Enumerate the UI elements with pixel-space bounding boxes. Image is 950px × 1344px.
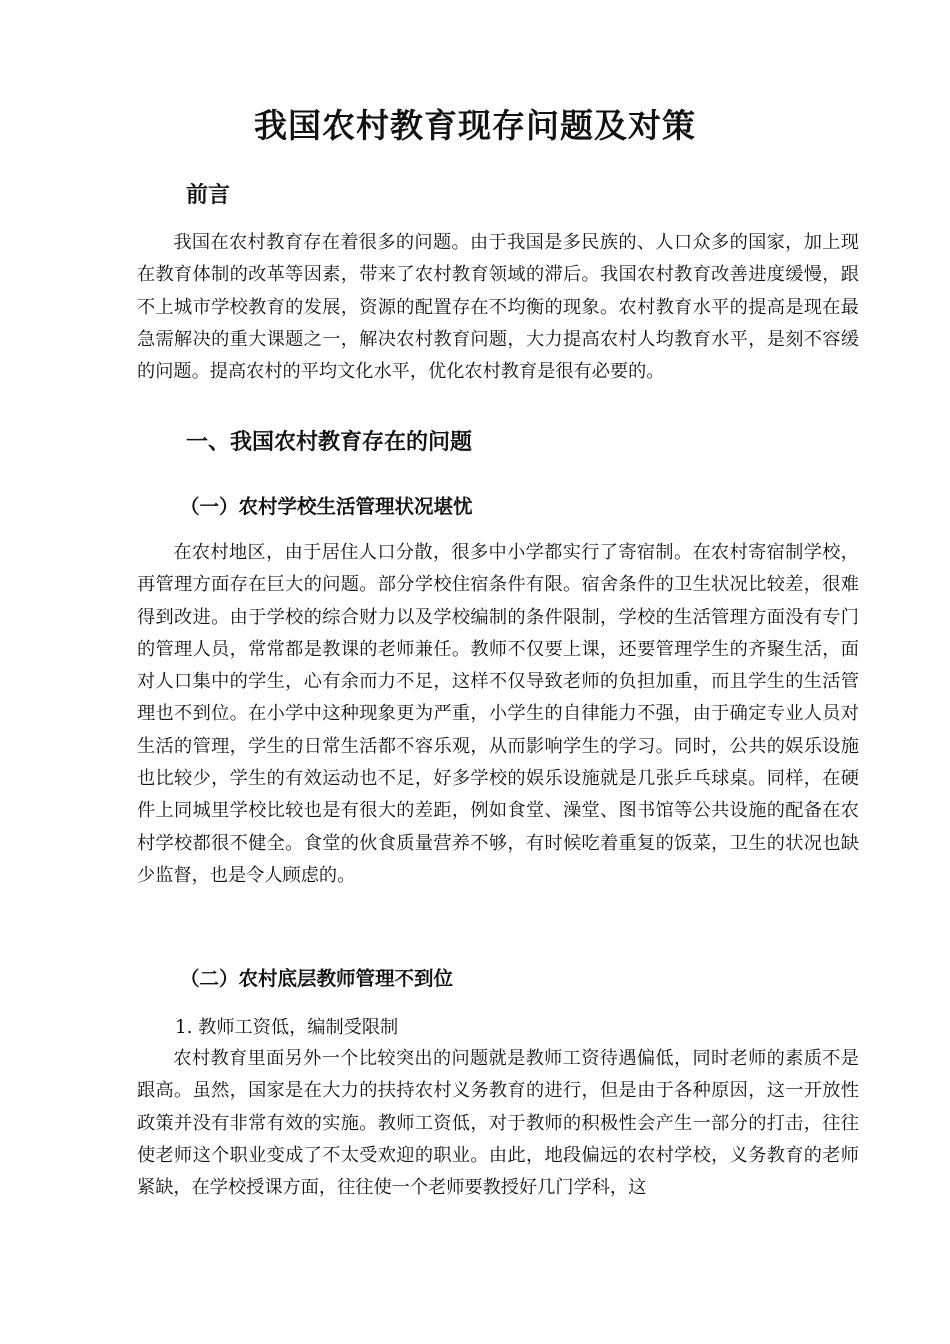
document-title: 我国农村教育现存问题及对策 — [254, 106, 696, 145]
item-heading-teacher-salary: 1. 教师工资低，编制受限制 — [175, 1017, 399, 1038]
subsection-heading-teacher-management: （二）农村底层教师管理不到位 — [180, 967, 454, 990]
preface-paragraph: 我国在农村教育存在着很多的问题。由于我国是多民族的、人口众多的国家，加上现在教育体制的改革等因素，带来了农村教育领域的滞后。我国农村教育改善进度缓慢，跟不上城市学校教育的发展，资源的配置存在不均衡的现象。农村教育水平的提高是现在最急需解决的重大课题之一，解决农村教育问题，大力提高农村人均教育水平，是刻不容缓的问题。提高农村的平均文化水平，优化农村教育是很有必要的。 — [137, 232, 859, 383]
subsection-heading-life-management: （一）农村学校生活管理状况堪忧 — [180, 495, 473, 518]
preface-heading: 前言 — [186, 183, 231, 208]
section-heading-problems: 一、我国农村教育存在的问题 — [186, 430, 473, 455]
item-paragraph-teacher-salary: 农村教育里面另外一个比较突出的问题就是教师工资待遇偏低，同时老师的素质不是跟高。虽然，国家是在大力的扶持农村义务教育的进行，但是由于各种原因，这一开放性政策并没有非常有效的实施。教师工资低，对于教师的积极性会产生一部分的打击，往往使老师这个职业变成了不太受欢迎的职业。由此，地段偏远的农村学校，义务教育的老师紧缺，在学校授课方面，往往使一个老师要教授好几门学科，这 — [137, 1048, 859, 1199]
subsection-paragraph-life-management: 在农村地区，由于居住人口分散，很多中小学都实行了寄宿制。在农村寄宿制学校，再管理方面存在巨大的问题。部分学校住宿条件有限。宿舍条件的卫生状况比较差，很难得到改进。由于学校的综合财力以及学校编制的条件限制，学校的生活管理方面没有专门的管理人员，常常都是教课的老师兼任。教师不仅要上课，还要管理学生的齐聚生活，面对人口集中的学生，心有余而力不足，这样不仅导致老师的负担加重，而且学生的生活管理也不到位。在小学中这种现象更为严重，小学生的自律能力不强，由于确定专业人员对生活的管理，学生的日常生活都不容乐观，从而影响学生的学习。同时，公共的娱乐设施也比较少，学生的有效运动也不足，好多学校的娱乐设施就是几张乒乓球桌。同样，在硬件上同城里学校比较也是有很大的差距，例如食堂、澡堂、图书馆等公共设施的配备在农村学校都很不健全。食堂的伙食质量营养不够，有时候吃着重复的饭菜，卫生的状况也缺少监督，也是令人顾虑的。 — [137, 542, 859, 886]
